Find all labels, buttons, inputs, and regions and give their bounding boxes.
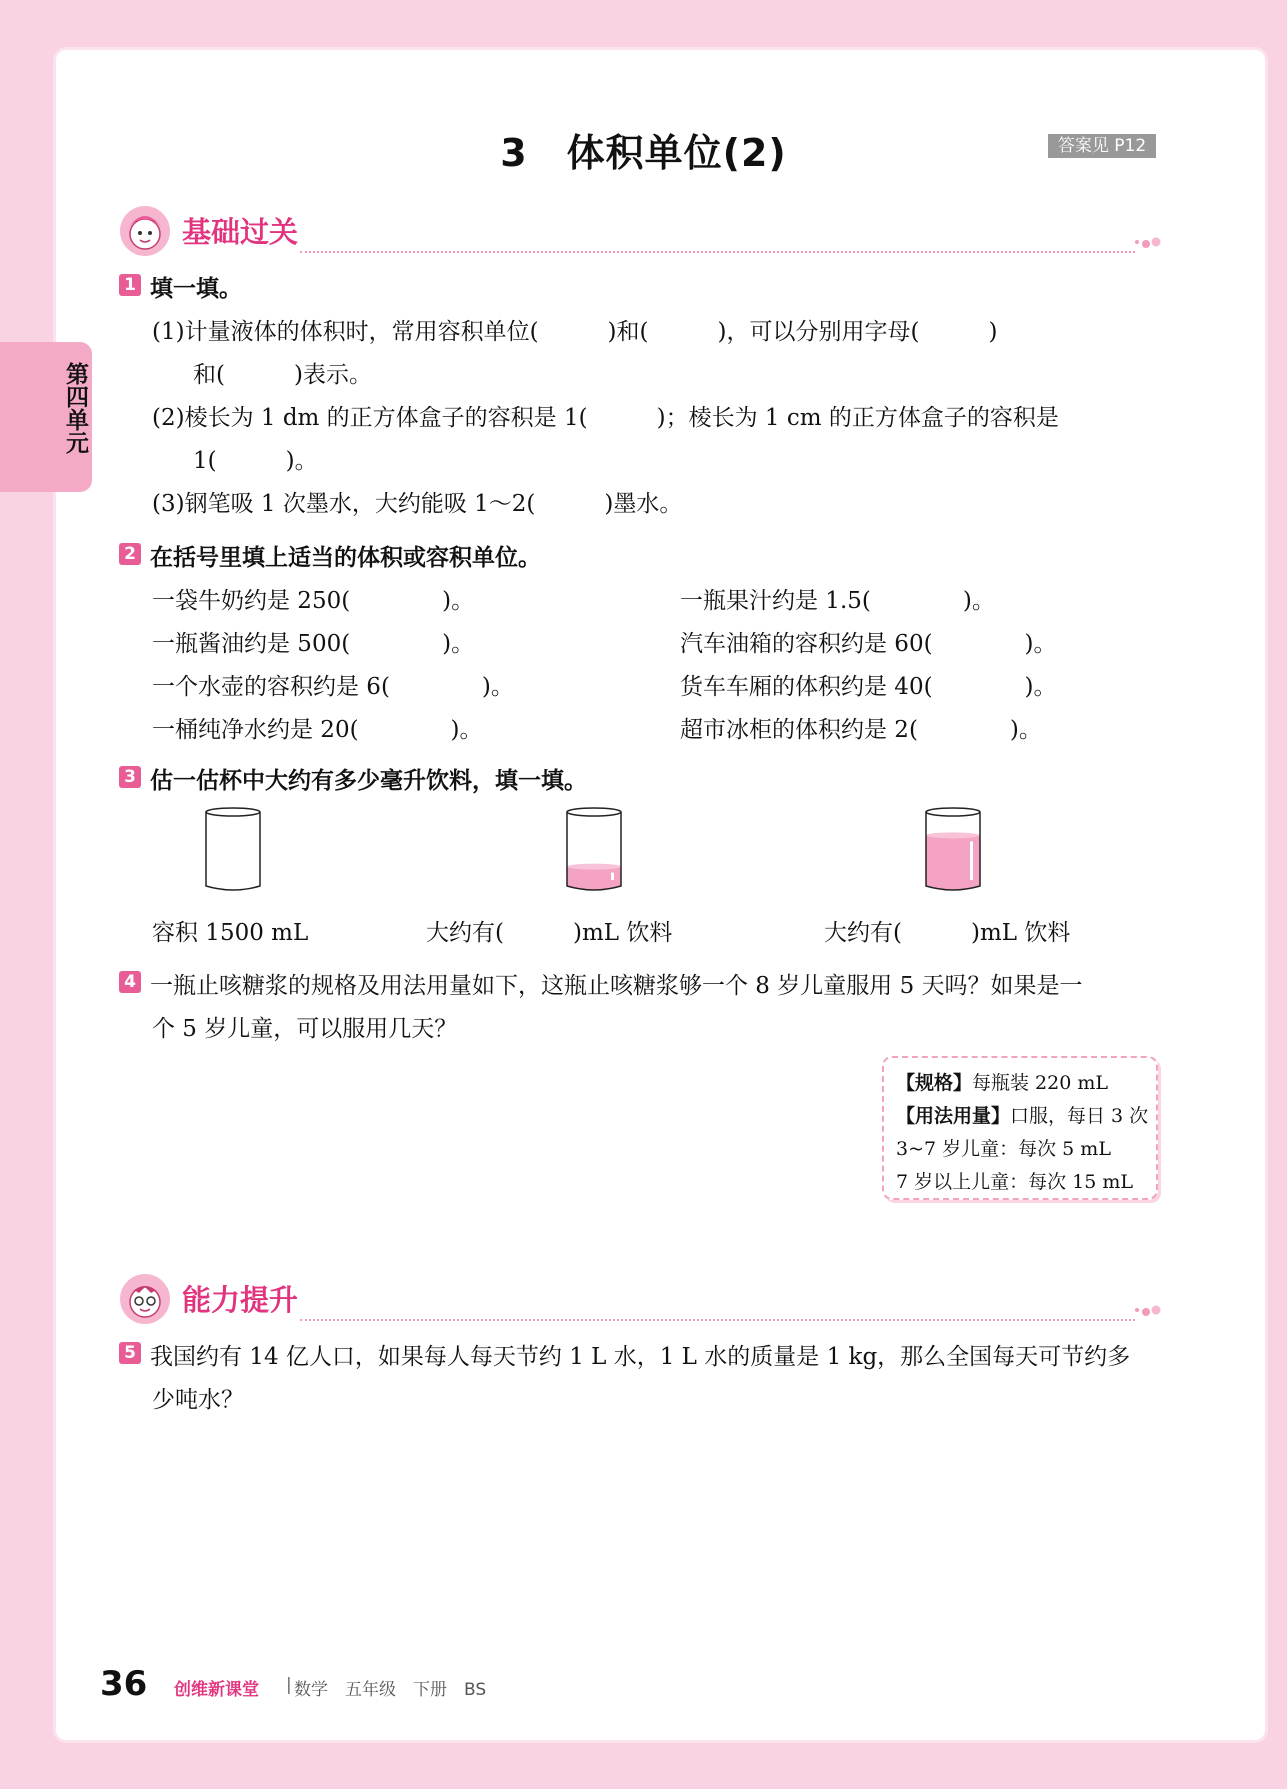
- question-4-line: 一瓶止咳糖浆的规格及用法用量如下，这瓶止咳糖浆够一个 8 岁儿童服用 5 天吗？如果是一: [150, 973, 1083, 999]
- cup-shine: [611, 873, 614, 880]
- cup-illustration: [202, 806, 264, 896]
- fill-item: 货车车厢的体积约是 40( )。: [680, 674, 1057, 700]
- info-usage-key: 【用法用量】: [896, 1105, 1011, 1127]
- question-1-line: 和( )表示。: [193, 362, 372, 388]
- info-spec-value: 每瓶装 220 mL: [972, 1072, 1108, 1094]
- footer-book-info: 数学 五年级 下册 BS: [294, 1680, 487, 1700]
- decorative-dots-icon: [1132, 1304, 1162, 1318]
- question-5-line: 少吨水？: [152, 1387, 244, 1413]
- footer-brand: 创维新课堂: [174, 1680, 259, 1700]
- question-number-badge: 2: [119, 543, 141, 565]
- fill-item: 超市冰柜的体积约是 2( )。: [680, 717, 1042, 743]
- fill-item: 一袋牛奶约是 250( )。: [152, 588, 475, 614]
- question-number-badge: 3: [119, 766, 141, 788]
- info-spec-key: 【规格】: [896, 1072, 973, 1094]
- fill-item: 一瓶果汁约是 1.5( )。: [680, 588, 995, 614]
- cup-shine: [970, 841, 973, 880]
- info-usage: [896, 1101, 1148, 1128]
- page-number: 36: [100, 1664, 148, 1704]
- question-5-line: 我国约有 14 亿人口，如果每人每天节约 1 L 水，1 L 水的质量是 1 kg，那么全国每天可节约多: [150, 1344, 1131, 1370]
- info-usage-value: 口服，每日 3 次: [1010, 1105, 1149, 1127]
- mascot-boy-icon: [118, 1272, 172, 1326]
- cup-illustration: [922, 806, 984, 896]
- fill-item: 一瓶酱油约是 500( )。: [152, 631, 475, 657]
- cup-outline: [206, 812, 260, 890]
- fill-item: 汽车油箱的容积约是 60( )。: [680, 631, 1057, 657]
- mascot-girl-icon: [118, 204, 172, 258]
- question-2-title: 在括号里填上适当的体积或容积单位。: [150, 545, 541, 571]
- cup-illustration: [563, 806, 625, 896]
- section-divider: [300, 251, 1135, 253]
- question-1-line: 1( )。: [193, 448, 318, 474]
- cup-label: 大约有( )mL 饮料: [426, 920, 673, 946]
- cup-liquid-surface: [926, 832, 980, 838]
- fill-item: 一桶纯净水约是 20( )。: [152, 717, 483, 743]
- question-1-line: (1)计量液体的体积时，常用容积单位( )和( )，可以分别用字母( ): [152, 319, 998, 345]
- cup-label: 容积 1500 mL: [152, 920, 309, 946]
- info-spec: [896, 1068, 1108, 1095]
- info-dose-young: 3~7 岁儿童：每次 5 mL: [896, 1138, 1111, 1160]
- decorative-dots-icon: [1132, 236, 1162, 250]
- fill-item: 一个水壶的容积约是 6( )。: [152, 674, 514, 700]
- question-number-badge: 5: [119, 1342, 141, 1364]
- syrup-info-box: [882, 1056, 1158, 1200]
- question-number-badge: 1: [119, 274, 141, 296]
- section-heading-basic: 基础过关: [182, 215, 299, 249]
- page-title: 3 体积单位(2): [500, 131, 787, 175]
- cup-rim: [567, 808, 621, 816]
- cup-label: 大约有( )mL 饮料: [824, 920, 1071, 946]
- section-divider: [300, 1319, 1135, 1321]
- section-heading-advanced: 能力提升: [182, 1283, 299, 1317]
- cup-liquid-surface: [567, 864, 621, 870]
- cup-rim: [926, 808, 980, 816]
- cup-rim: [206, 808, 260, 816]
- question-4-line: 个 5 岁儿童，可以服用几天？: [152, 1016, 458, 1042]
- footer-separator: |: [286, 1675, 292, 1695]
- question-1-line: (2)棱长为 1 dm 的正方体盒子的容积是 1( )；棱长为 1 cm 的正方体盒子的容积是: [152, 405, 1059, 431]
- question-1-title: 填一填。: [150, 276, 242, 302]
- answer-reference-badge: 答案见 P12: [1048, 134, 1156, 158]
- question-number-badge: 4: [119, 971, 141, 993]
- info-dose-older: 7 岁以上儿童：每次 15 mL: [896, 1171, 1134, 1193]
- question-3-title: 估一估杯中大约有多少毫升饮料，填一填。: [150, 768, 587, 794]
- question-1-line: (3)钢笔吸 1 次墨水，大约能吸 1～2( )墨水。: [152, 491, 683, 517]
- unit-tab-label: 第四单元: [62, 362, 88, 454]
